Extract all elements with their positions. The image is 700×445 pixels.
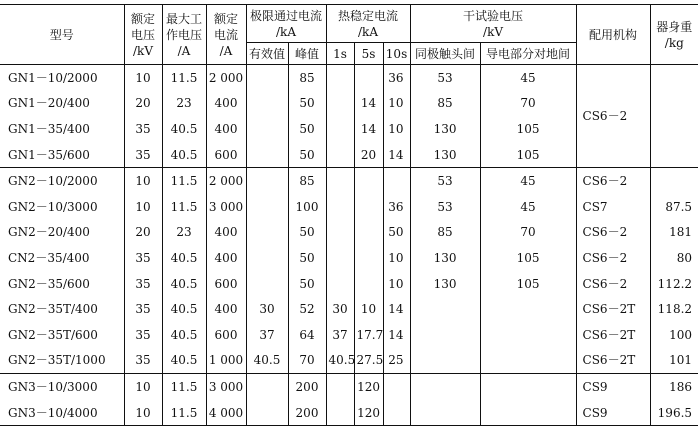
cell-limit-peak: 50 bbox=[288, 142, 326, 168]
cell-limit-peak: 52 bbox=[288, 296, 326, 322]
cell-weight bbox=[650, 168, 698, 194]
cell-thermal-1s: 37 bbox=[326, 322, 354, 348]
cell-rated-voltage: 35 bbox=[124, 322, 162, 348]
cell-mechanism: CS6－2T bbox=[576, 296, 650, 322]
cell-model: GN3－10/3000 bbox=[0, 374, 124, 400]
cell-thermal-5s: 14 bbox=[354, 91, 383, 117]
cell-max-voltage: 40.5 bbox=[162, 245, 206, 271]
cell-thermal-10s: 10 bbox=[383, 245, 410, 271]
cell-mechanism: CS6－2 bbox=[576, 168, 650, 194]
cell-thermal-10s: 10 bbox=[383, 91, 410, 117]
cell-max-voltage: 11.5 bbox=[162, 374, 206, 400]
cell-model: GN1－20/400 bbox=[8, 96, 90, 111]
cell-limit-peak: 85 bbox=[288, 168, 326, 194]
cell-dry-ground: 45 bbox=[480, 194, 576, 220]
cell-rated-voltage: 10 bbox=[124, 168, 162, 194]
cell-rated-voltage: 10 bbox=[124, 194, 162, 220]
cell-limit-peak: 85 bbox=[288, 65, 326, 91]
cell-rated-current: 3 000 bbox=[206, 194, 246, 220]
cell-dry-contacts bbox=[410, 296, 480, 322]
cell-rated-current: 600 bbox=[206, 322, 246, 348]
cell-limit-rms: 40.5 bbox=[246, 348, 288, 374]
header-thermal-5s: 5s bbox=[354, 43, 383, 65]
cell-rated-voltage: 20 bbox=[124, 91, 162, 117]
cell-rated-current: 400 bbox=[206, 116, 246, 142]
cell-dry-ground: 105 bbox=[480, 271, 576, 297]
table-row bbox=[0, 168, 698, 194]
cell-thermal-5s: 27.5 bbox=[354, 348, 383, 374]
cell-dry-ground bbox=[480, 400, 576, 426]
header-rated-voltage: 额定 电压 /kV bbox=[124, 5, 162, 65]
cell-thermal-10s: 36 bbox=[383, 194, 410, 220]
cell-thermal-1s bbox=[326, 194, 354, 220]
cell-model: GN1－35/400 bbox=[8, 121, 90, 136]
cell-max-voltage: 23 bbox=[162, 220, 206, 246]
cell-limit-peak: 50 bbox=[288, 116, 326, 142]
cell-dry-contacts: 85 bbox=[410, 220, 480, 246]
cell-rated-current: 400 bbox=[206, 296, 246, 322]
header-thermal-current: 热稳定电流 /kA bbox=[326, 5, 410, 43]
cell-thermal-5s bbox=[354, 194, 383, 220]
cell-weight: 80 bbox=[650, 245, 698, 271]
cell-limit-rms bbox=[246, 91, 288, 117]
cell-dry-ground: 45 bbox=[480, 168, 576, 194]
cell-limit-rms bbox=[246, 220, 288, 246]
table-row bbox=[0, 194, 698, 220]
cell-dry-ground bbox=[480, 322, 576, 348]
cell-mechanism: CS6－2T bbox=[576, 348, 650, 374]
cell-dry-contacts: 130 bbox=[410, 271, 480, 297]
cell-max-voltage: 11.5 bbox=[162, 65, 206, 91]
cell-weight-gn1 bbox=[650, 65, 698, 168]
cell-max-voltage: 40.5 bbox=[162, 322, 206, 348]
cell-thermal-10s bbox=[383, 374, 410, 400]
table-row bbox=[0, 65, 698, 91]
cell-limit-rms: 37 bbox=[246, 322, 288, 348]
cell-model: GN3－10/4000 bbox=[0, 400, 124, 426]
cell-rated-voltage: 35 bbox=[124, 296, 162, 322]
cell-rated-current: 3 000 bbox=[206, 374, 246, 400]
cell-mechanism: CS7 bbox=[576, 194, 650, 220]
cell-thermal-5s bbox=[354, 168, 383, 194]
cell-dry-ground: 70 bbox=[480, 91, 576, 117]
cell-thermal-5s: 10 bbox=[354, 296, 383, 322]
cell-thermal-10s bbox=[383, 168, 410, 194]
cell-thermal-1s bbox=[326, 374, 354, 400]
cell-limit-peak: 100 bbox=[288, 194, 326, 220]
header-dry-ground: 导电部分对地间 bbox=[480, 43, 576, 65]
cell-dry-contacts bbox=[410, 322, 480, 348]
cell-mechanism-gn1: CS6－2 bbox=[576, 65, 650, 168]
table-row bbox=[0, 400, 698, 426]
cell-model: GN2－10/3000 bbox=[8, 199, 98, 214]
cell-weight: 196.5 bbox=[650, 400, 698, 426]
cell-dry-ground bbox=[480, 348, 576, 374]
cell-limit-peak: 50 bbox=[288, 245, 326, 271]
cell-rated-voltage: 35 bbox=[124, 116, 162, 142]
cell-limit-peak: 200 bbox=[288, 374, 326, 400]
cell-max-voltage: 40.5 bbox=[162, 116, 206, 142]
header-model: 型号 bbox=[0, 5, 124, 65]
cell-rated-voltage: 35 bbox=[124, 245, 162, 271]
cell-thermal-1s bbox=[326, 65, 354, 91]
cell-thermal-5s bbox=[354, 271, 383, 297]
header-max-voltage: 最大工 作电压 /A bbox=[162, 5, 206, 65]
cell-thermal-1s bbox=[326, 245, 354, 271]
cell-model: GN2－35T/1000 bbox=[8, 353, 106, 368]
table-row bbox=[0, 220, 698, 246]
cell-dry-contacts: 53 bbox=[410, 194, 480, 220]
header-dry-contacts: 同极触头间 bbox=[410, 43, 480, 65]
header-mechanism: 配用机构 bbox=[576, 5, 650, 65]
cell-mechanism: CS6－2 bbox=[576, 245, 650, 271]
cell-weight: 112.2 bbox=[650, 271, 698, 297]
cell-weight: 186 bbox=[650, 374, 698, 400]
cell-max-voltage: 40.5 bbox=[162, 296, 206, 322]
cell-dry-contacts: 53 bbox=[410, 65, 480, 91]
cell-thermal-1s bbox=[326, 116, 354, 142]
cell-rated-current: 2 000 bbox=[206, 168, 246, 194]
cell-weight: 118.2 bbox=[650, 296, 698, 322]
cell-weight: 87.5 bbox=[650, 194, 698, 220]
cell-thermal-1s bbox=[326, 142, 354, 168]
cell-rated-current: 400 bbox=[206, 91, 246, 117]
cell-rated-voltage: 10 bbox=[124, 65, 162, 91]
cell-model: GN2－35/600 bbox=[8, 276, 90, 291]
cell-thermal-5s: 17.7 bbox=[354, 322, 383, 348]
cell-model: GN2－20/400 bbox=[8, 225, 90, 240]
cell-thermal-1s bbox=[326, 400, 354, 426]
cell-rated-current: 600 bbox=[206, 271, 246, 297]
cell-limit-rms: 30 bbox=[246, 296, 288, 322]
cell-thermal-10s: 36 bbox=[383, 65, 410, 91]
cell-thermal-5s: 120 bbox=[354, 374, 383, 400]
cell-limit-rms bbox=[246, 168, 288, 194]
cell-model: GN1－35/600 bbox=[8, 147, 90, 162]
cell-dry-contacts bbox=[410, 348, 480, 374]
cell-dry-contacts bbox=[410, 374, 480, 400]
cell-thermal-1s bbox=[326, 271, 354, 297]
cell-thermal-10s: 14 bbox=[383, 296, 410, 322]
cell-dry-ground: 105 bbox=[480, 245, 576, 271]
cell-rated-current: 600 bbox=[206, 142, 246, 168]
cell-dry-contacts: 130 bbox=[410, 116, 480, 142]
cell-dry-ground: 70 bbox=[480, 220, 576, 246]
cell-rated-voltage: 35 bbox=[124, 348, 162, 374]
table-row bbox=[0, 245, 698, 271]
cell-limit-peak: 50 bbox=[288, 91, 326, 117]
cell-rated-voltage: 10 bbox=[124, 400, 162, 426]
cell-dry-contacts: 85 bbox=[410, 91, 480, 117]
disconnector-spec-table bbox=[0, 4, 698, 426]
cell-mechanism: CS9 bbox=[576, 400, 650, 426]
cell-dry-ground bbox=[480, 296, 576, 322]
cell-rated-voltage: 20 bbox=[124, 220, 162, 246]
cell-thermal-10s: 14 bbox=[383, 142, 410, 168]
cell-rated-voltage: 35 bbox=[124, 271, 162, 297]
cell-limit-rms bbox=[246, 142, 288, 168]
cell-max-voltage: 23 bbox=[162, 91, 206, 117]
table-row bbox=[0, 296, 698, 322]
table-row bbox=[0, 348, 698, 374]
cell-thermal-10s: 14 bbox=[383, 322, 410, 348]
cell-thermal-1s bbox=[326, 91, 354, 117]
cell-thermal-5s bbox=[354, 220, 383, 246]
header-weight: 器身重 /kg bbox=[650, 5, 698, 65]
cell-limit-peak: 200 bbox=[288, 400, 326, 426]
header-limit-current: 极限通过电流 /kA bbox=[246, 5, 326, 43]
cell-weight: 181 bbox=[650, 220, 698, 246]
cell-max-voltage: 40.5 bbox=[162, 348, 206, 374]
cell-dry-contacts: 130 bbox=[410, 245, 480, 271]
cell-rated-voltage: 35 bbox=[124, 142, 162, 168]
cell-mechanism: CS6－2 bbox=[576, 220, 650, 246]
cell-max-voltage: 11.5 bbox=[162, 194, 206, 220]
header-limit-rms: 有效值 bbox=[246, 43, 288, 65]
cell-max-voltage: 40.5 bbox=[162, 271, 206, 297]
cell-model: GN1－10/2000 bbox=[8, 70, 98, 85]
cell-mechanism: CS6－2T bbox=[576, 322, 650, 348]
cell-limit-rms bbox=[246, 271, 288, 297]
cell-dry-contacts bbox=[410, 400, 480, 426]
cell-limit-peak: 50 bbox=[288, 271, 326, 297]
header-dry-test-voltage: 干试验电压 /kV bbox=[410, 5, 576, 43]
cell-dry-contacts: 53 bbox=[410, 168, 480, 194]
cell-dry-ground: 105 bbox=[480, 116, 576, 142]
cell-mechanism: CS6－2 bbox=[576, 271, 650, 297]
cell-model: GN2－10/2000 bbox=[0, 168, 124, 194]
cell-weight: 100 bbox=[650, 322, 698, 348]
cell-thermal-10s: 50 bbox=[383, 220, 410, 246]
cell-model: GN2－35T/400 bbox=[8, 302, 98, 317]
cell-max-voltage: 11.5 bbox=[162, 400, 206, 426]
cell-limit-peak: 64 bbox=[288, 322, 326, 348]
cell-thermal-5s bbox=[354, 65, 383, 91]
header-limit-peak: 峰值 bbox=[288, 43, 326, 65]
header-rated-current: 额定 电流 /A bbox=[206, 5, 246, 65]
cell-limit-peak: 70 bbox=[288, 348, 326, 374]
cell-thermal-1s bbox=[326, 168, 354, 194]
cell-dry-contacts: 130 bbox=[410, 142, 480, 168]
cell-rated-current: 1 000 bbox=[206, 348, 246, 374]
cell-thermal-1s: 30 bbox=[326, 296, 354, 322]
cell-limit-peak: 50 bbox=[288, 220, 326, 246]
cell-limit-rms bbox=[246, 374, 288, 400]
cell-thermal-10s: 10 bbox=[383, 116, 410, 142]
table-row bbox=[0, 374, 698, 400]
cell-limit-rms bbox=[246, 65, 288, 91]
cell-thermal-5s: 14 bbox=[354, 116, 383, 142]
header-thermal-1s: 1s bbox=[326, 43, 354, 65]
cell-rated-current: 400 bbox=[206, 245, 246, 271]
cell-max-voltage: 11.5 bbox=[162, 168, 206, 194]
cell-limit-rms bbox=[246, 116, 288, 142]
cell-thermal-5s: 120 bbox=[354, 400, 383, 426]
cell-weight: 101 bbox=[650, 348, 698, 374]
cell-thermal-1s bbox=[326, 220, 354, 246]
cell-thermal-5s bbox=[354, 245, 383, 271]
cell-thermal-5s: 20 bbox=[354, 142, 383, 168]
cell-model: CN2－35/400 bbox=[8, 250, 90, 265]
cell-thermal-10s: 25 bbox=[383, 348, 410, 374]
cell-dry-ground: 105 bbox=[480, 142, 576, 168]
cell-thermal-10s: 10 bbox=[383, 271, 410, 297]
cell-dry-ground bbox=[480, 374, 576, 400]
table-row bbox=[0, 322, 698, 348]
cell-model: GN2－35T/600 bbox=[8, 327, 98, 342]
cell-max-voltage: 40.5 bbox=[162, 142, 206, 168]
cell-dry-ground: 45 bbox=[480, 65, 576, 91]
cell-thermal-1s: 40.5 bbox=[326, 348, 354, 374]
cell-rated-voltage: 10 bbox=[124, 374, 162, 400]
cell-thermal-10s bbox=[383, 400, 410, 426]
table-row bbox=[0, 271, 698, 297]
cell-limit-rms bbox=[246, 400, 288, 426]
cell-rated-current: 2 000 bbox=[206, 65, 246, 91]
header-thermal-10s: 10s bbox=[383, 43, 410, 65]
cell-rated-current: 400 bbox=[206, 220, 246, 246]
cell-limit-rms bbox=[246, 194, 288, 220]
cell-mechanism: CS9 bbox=[576, 374, 650, 400]
cell-limit-rms bbox=[246, 245, 288, 271]
cell-rated-current: 4 000 bbox=[206, 400, 246, 426]
